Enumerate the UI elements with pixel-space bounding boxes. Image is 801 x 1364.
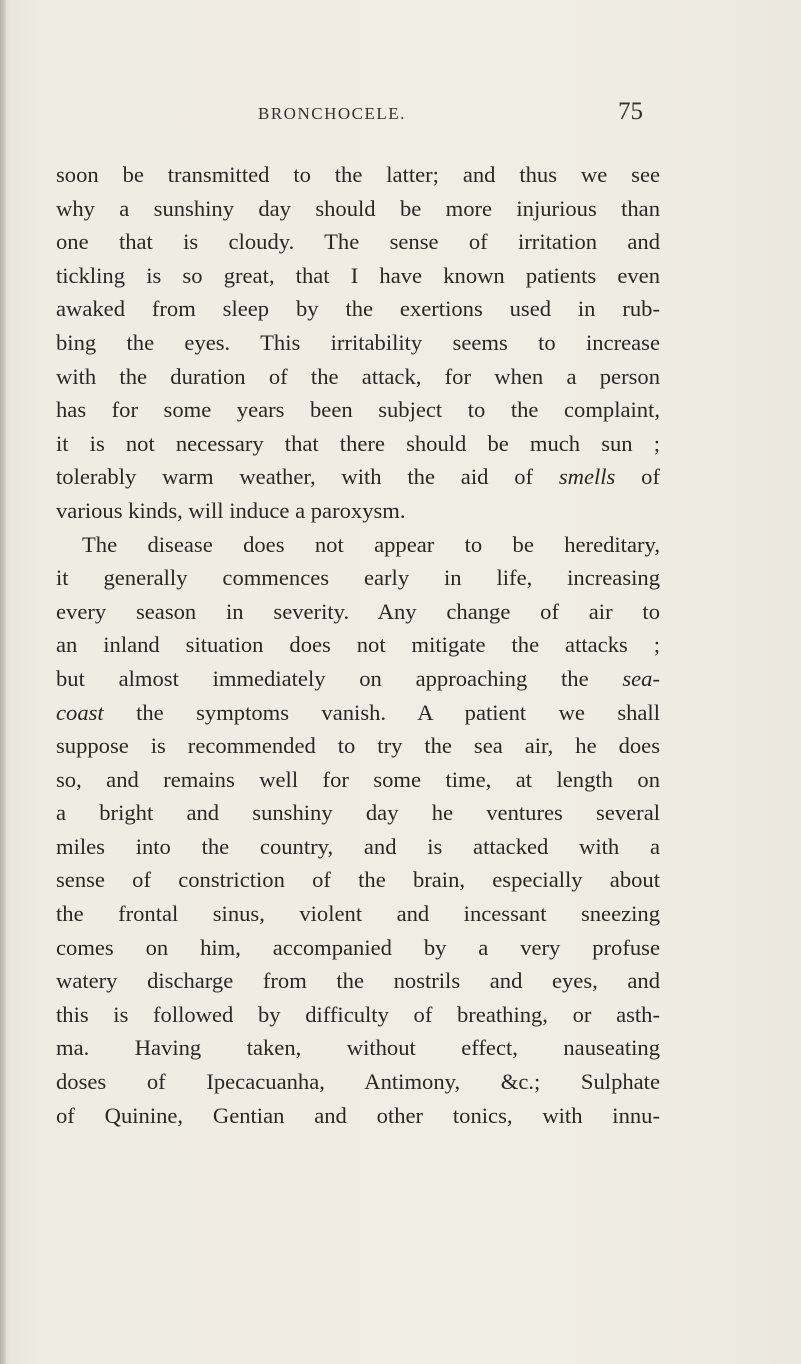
text-line: suppose is recommended to try the sea air, he does (56, 733, 660, 759)
text-line: watery discharge from the nostrils and eyes, and (56, 968, 660, 994)
italic-word: coast (56, 699, 104, 725)
text-run: but almost immediately on approaching the (56, 665, 623, 691)
text-line: so, and remains well for some time, at length on (56, 766, 660, 792)
text-line: miles into the country, and is attacked with a (56, 833, 660, 859)
italic-word: smells (558, 464, 616, 490)
text-line: doses of Ipecacuanha, Antimony, &c.; Sulphate (56, 1069, 660, 1095)
text-line: The disease does not appear to be hereditary, (82, 531, 660, 557)
text-line: with the duration of the attack, for when a person (56, 363, 660, 389)
text-line: why a sunshiny day should be more injurious than (56, 195, 660, 221)
text-line: this is followed by difficulty of breathing, or asth- (56, 1001, 660, 1027)
text-line (56, 460, 660, 494)
running-head: BRONCHOCELE. (258, 104, 406, 123)
text-line: one that is cloudy. The sense of irritation and (56, 229, 660, 255)
text-line: of Quinine, Gentian and other tonics, with innu- (56, 1102, 660, 1128)
text-line: has for some years been subject to the complaint, (56, 397, 660, 423)
page-binding-edge (0, 0, 6, 1364)
text-line: it generally commences early in life, increasing (56, 565, 660, 591)
body-text (56, 158, 660, 1132)
text-line: tickling is so great, that I have known patients even (56, 262, 660, 288)
text-line: soon be transmitted to the latter; and thus we see (56, 162, 660, 187)
text-line (56, 662, 660, 696)
text-line: it is not necessary that there should be much sun ; (56, 430, 660, 456)
text-line: an inland situation does not mitigate the attacks ; (56, 632, 660, 658)
text-line: a bright and sunshiny day he ventures several (56, 800, 660, 826)
text-line: every season in severity. Any change of air to (56, 598, 660, 624)
text-line: ma. Having taken, without effect, nauseating (56, 1035, 660, 1061)
text-line: comes on him, accompanied by a very profuse (56, 934, 660, 960)
text-run: of (615, 464, 660, 490)
text-line: awaked from sleep by the exertions used in rub- (56, 296, 660, 322)
text-line: various kinds, will induce a paroxysm. (56, 497, 406, 523)
text-run: tolerably warm weather, with the aid of (56, 464, 559, 490)
text-line: bing the eyes. This irritability seems to increase (56, 329, 660, 355)
text-run: the symptoms vanish. A patient we shall (103, 699, 660, 725)
text-line: the frontal sinus, violent and incessant sneezing (56, 901, 660, 927)
text-line (56, 696, 660, 730)
italic-word: sea- (622, 665, 660, 691)
text-line: sense of constriction of the brain, especially about (56, 867, 660, 893)
page-number: 75 (618, 98, 643, 125)
